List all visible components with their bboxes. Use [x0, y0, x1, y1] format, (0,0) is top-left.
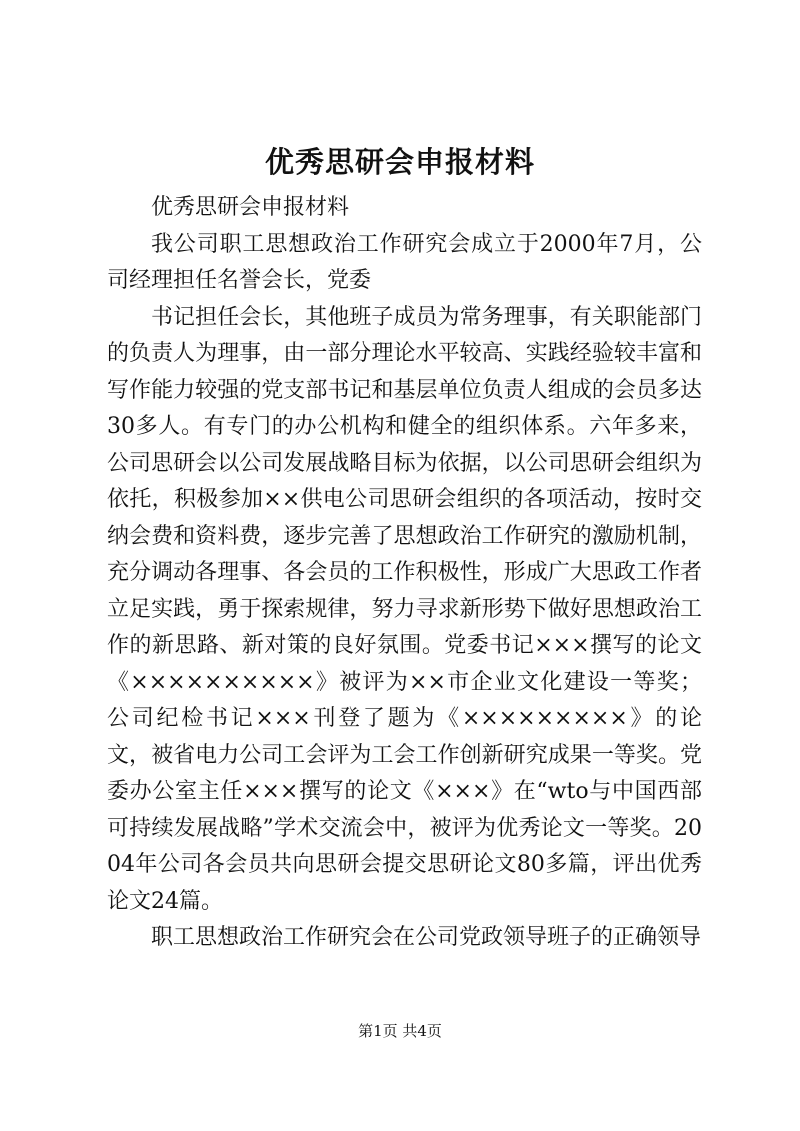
page-number-footer: 第1页 共4页 [358, 1022, 442, 1040]
paragraph-continued: 职工思想政治工作研究会在公司党政领导班子的正确领导 [151, 925, 702, 950]
paragraph-subtitle: 优秀思研会申报材料 [151, 195, 350, 220]
paragraph-intro: 我公司职工思想政治工作研究会成立于2000年7月，公司经理担任名誉会长，党委 [107, 231, 702, 293]
document-title: 优秀思研会申报材料 [264, 145, 535, 179]
document-body [107, 190, 702, 957]
paragraph-main: 书记担任会长，其他班子成员为常务理事，有关职能部门的负责人为理事，由一部分理论水平较高、实践经验较丰富和写作能力较强的党支部书记和基层单位负责人组成的会员多达30多人。有专门的办公机构和健全的组织体系。六年多来，公司思研会以公司发展战略目标为依据，以公司思研会组织为依托，积极参加××供电公司思研会组织的各项活动，按时交纳会费和资料费，逐步完善了思想政治工作研究的激励机制，充分调动各理事、各会员的工作积极性，形成广大思政工作者立足实践，勇于探索规律，努力寻求新形势下做好思想政治工作的新思路、新对策的良好氛围。党委书记×××撰写的论文《××××××××××》被评为××市企业文化建设一等奖；公司纪检书记×××刊登了题为《×××××××××》的论文，被省电力公司工会评为工会工作创新研究成果一等奖。党委办公室主任×××撰写的论文《×××》在“wto与中国西部可持续发展战略”学术交流会中，被评为优秀论文一等奖。2004年公司各会员共向思研会提交思研论文80多篇，评出优秀论文24篇。 [107, 304, 702, 914]
